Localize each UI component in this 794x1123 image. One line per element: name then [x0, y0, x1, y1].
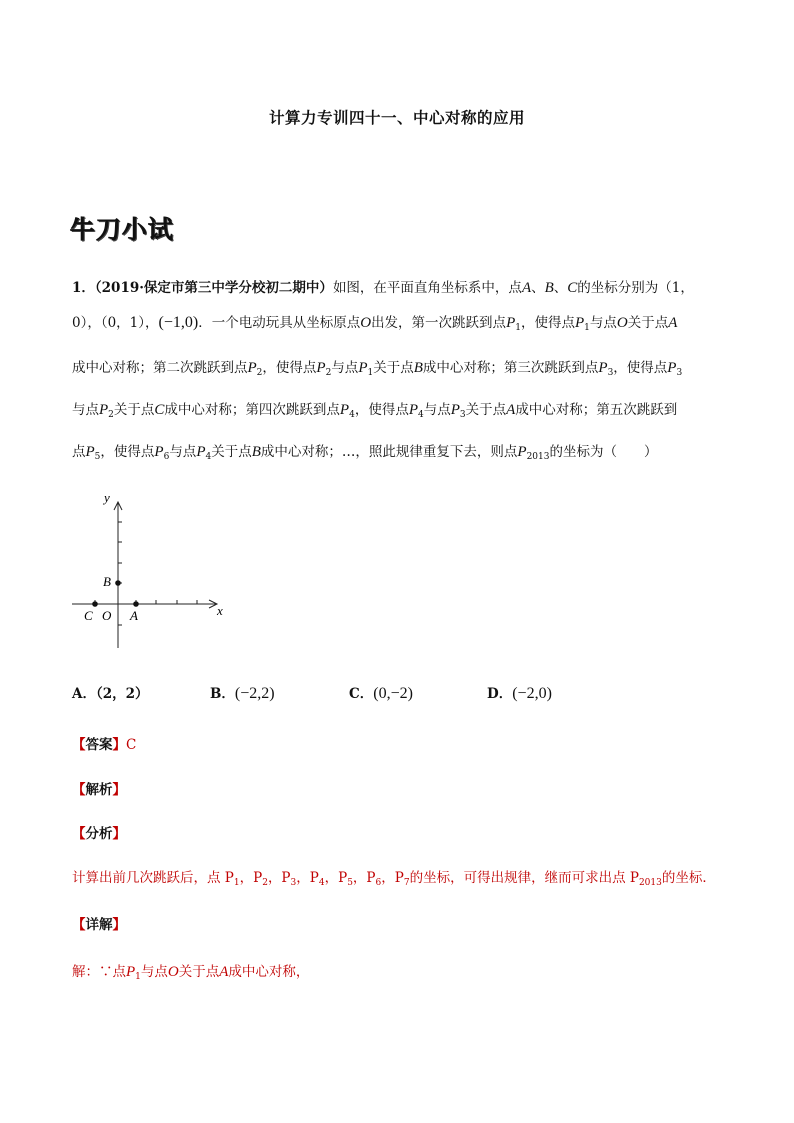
question-line-4: 与点$P_2$关于点C成中心对称；第四次跳跃到点$P_4$，使得点$P_4$与点$P_3$关于点A成中心对称；第五次跳跃到 [72, 402, 678, 420]
y-axis-label: y [104, 490, 110, 505]
option-b[interactable]: B．(−2,2) [210, 685, 275, 702]
x-axis-label: x [217, 603, 223, 618]
page-title: 计算力专训四十一、中心对称的应用 [268, 108, 525, 127]
detail-heading: 【详解】 [72, 917, 126, 933]
label-a: A [130, 608, 138, 623]
question-line-5: 点$P_5$，使得点$P_6$与点$P_4$关于点B成中心对称；…，照此规律重复下去，则点$P_{2013}$的坐标为（ ） [72, 444, 658, 462]
fenxi-text: 计算出前几次跳跃后，点 $P_1$，$P_2$，$P_3$，$P_4$，$P_5$，$P_6$，$P_7$的坐标，可得出规律，继而可求出点 $P_{2013}$的坐标． [72, 870, 716, 888]
question-line-3: 成中心对称；第二次跳跃到点$P_2$，使得点$P_2$与点$P_1$关于点B成中心对称；第三次跳跃到点$P_3$，使得点$P_3$ [72, 360, 683, 378]
question-line-2: 0），（0，1），(−1,0)．一个电动玩具从坐标原点O出发，第一次跳跃到点$P_1$，使得点$P_1$与点O关于点A [72, 314, 678, 333]
question-source: （2019·保定市第三中学分校初二期中） [94, 280, 333, 296]
answer-value: C [126, 737, 137, 753]
option-c[interactable]: C．(0,−2) [349, 685, 413, 702]
option-a[interactable]: A．（2，2） [72, 686, 149, 702]
question-line-1: 1．（2019·保定市第三中学分校初二期中）如图，在平面直角坐标系中，点A、B、C的坐标分别为（1， [72, 280, 694, 296]
point-c [92, 601, 98, 607]
fenxi-heading: 【分析】 [72, 826, 126, 842]
coordinate-figure [66, 488, 236, 648]
section-heading: 牛刀小试 [70, 215, 175, 244]
label-b: B [103, 574, 111, 589]
analysis-heading: 【解析】 [72, 782, 126, 798]
label-o: O [102, 608, 112, 623]
option-d[interactable]: D．(−2,0) [487, 685, 552, 702]
point-b [115, 580, 121, 586]
answer-row: 【答案】C [72, 737, 137, 753]
label-c: C [84, 608, 93, 623]
point-a [133, 601, 139, 607]
solution-line: 解：∵点$P_1$与点O关于点A成中心对称， [72, 964, 310, 982]
